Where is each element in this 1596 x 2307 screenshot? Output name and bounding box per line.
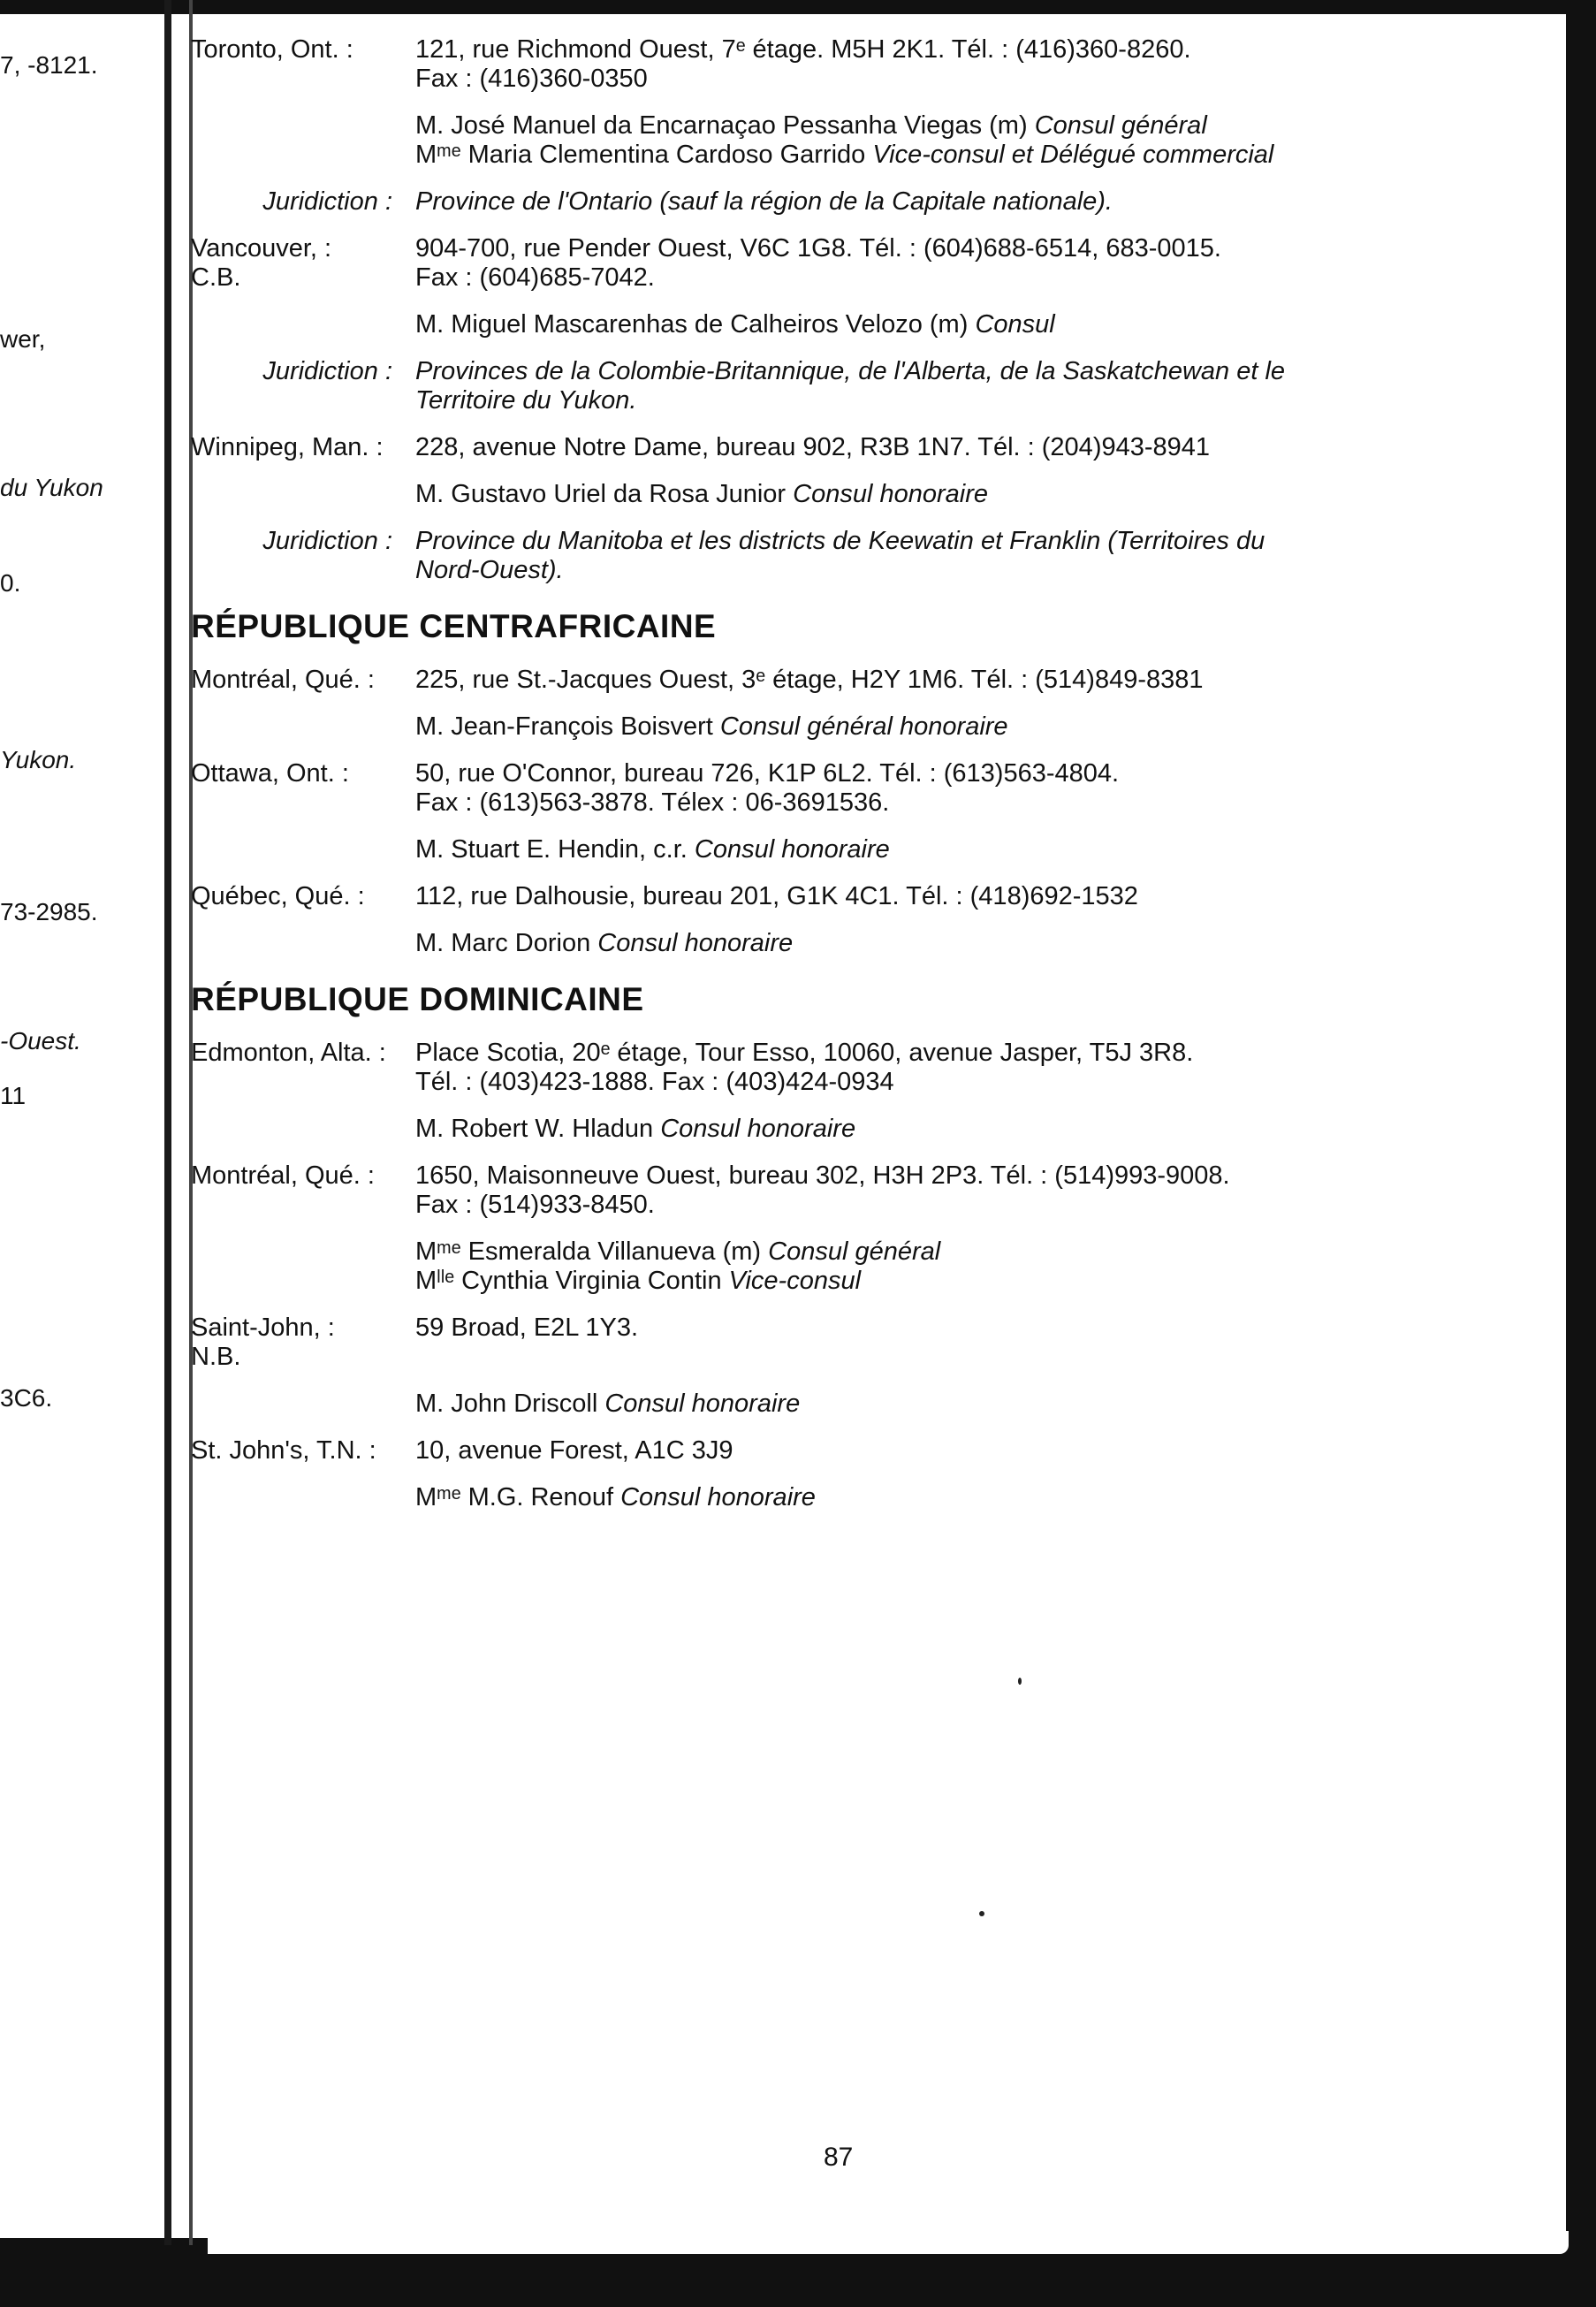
consul-title: Consul honoraire bbox=[604, 1390, 801, 1418]
consul-name: M. José Manuel da Encarnaçao Pessanha Viegas (m) bbox=[415, 111, 1028, 140]
consul-title: Consul bbox=[975, 310, 1055, 339]
office-entry bbox=[184, 1436, 1456, 1466]
consul-name: Mᵐᵉ Esmeralda Villanueva (m) bbox=[415, 1237, 762, 1266]
consul-entry bbox=[184, 1483, 1456, 1512]
consul-title: Consul honoraire bbox=[660, 1115, 856, 1143]
consul-line bbox=[415, 1390, 1456, 1419]
jurisdiction-line: Province du Manitoba et les districts de Keewatin et Franklin (Territoires du bbox=[415, 527, 1265, 555]
office-address bbox=[415, 759, 1456, 818]
consul-title: Consul honoraire bbox=[694, 835, 890, 864]
adjacent-page-fragment bbox=[0, 14, 164, 2242]
scan-speck bbox=[1018, 1678, 1022, 1685]
consul-entry bbox=[184, 1390, 1456, 1419]
address-line: 121, rue Richmond Ouest, 7ᵉ étage. M5H 2K1. Tél. : (416)360-8260. bbox=[415, 35, 1191, 64]
consul-names bbox=[415, 480, 1456, 509]
label-spacer bbox=[184, 835, 415, 864]
jurisdiction-line: Provinces de la Colombie-Britannique, de l'Alberta, de la Saskatchewan et le bbox=[415, 357, 1286, 385]
consul-line bbox=[415, 712, 1456, 742]
consul-line bbox=[415, 310, 1456, 339]
address-line: 225, rue St.-Jacques Ouest, 3ᵉ étage, H2Y 1M6. Tél. : (514)849-8381 bbox=[415, 666, 1204, 694]
consul-entry bbox=[184, 310, 1456, 339]
office-entry bbox=[184, 759, 1456, 818]
consul-title: Consul général honoraire bbox=[719, 712, 1008, 741]
page-bottom-margin bbox=[208, 2231, 1569, 2254]
consul-name: Mᵐᵉ M.G. Renouf bbox=[415, 1483, 613, 1511]
consul-names bbox=[415, 929, 1456, 958]
consul-title: Consul honoraire bbox=[793, 480, 988, 508]
office-entry bbox=[184, 35, 1456, 94]
label-spacer bbox=[184, 1483, 415, 1512]
office-address bbox=[415, 433, 1456, 462]
address-line: Fax : (613)563-3878. Télex : 06-3691536. bbox=[415, 788, 890, 817]
consul-names bbox=[415, 1483, 1456, 1512]
consul-entry bbox=[184, 712, 1456, 742]
scan-right-edge bbox=[1566, 0, 1596, 2307]
consul-line bbox=[415, 111, 1456, 141]
office-address bbox=[415, 35, 1456, 94]
consul-name: Mᵐᵉ Maria Clementina Cardoso Garrido bbox=[415, 141, 866, 169]
jurisdiction-line: Territoire du Yukon. bbox=[415, 386, 637, 415]
jurisdiction-label: Juridiction : bbox=[262, 357, 392, 385]
adjacent-page-text: Yukon. bbox=[0, 746, 77, 773]
address-line: Place Scotia, 20ᵉ étage, Tour Esso, 10060, avenue Jasper, T5J 3R8. bbox=[415, 1039, 1194, 1067]
jurisdiction-entry bbox=[184, 357, 1456, 415]
label-spacer bbox=[184, 1237, 415, 1296]
consul-title: Consul honoraire bbox=[620, 1483, 816, 1511]
office-address bbox=[415, 234, 1456, 293]
label-spacer bbox=[184, 1390, 415, 1419]
jurisdiction-text bbox=[415, 187, 1456, 217]
city-label: Vancouver, : C.B. bbox=[191, 234, 332, 292]
office-entry bbox=[184, 433, 1456, 462]
office-address bbox=[415, 1436, 1456, 1466]
jurisdiction-line: Nord-Ouest). bbox=[415, 556, 564, 584]
jurisdiction-label: Juridiction : bbox=[262, 187, 392, 216]
city-label: Saint-John, : N.B. bbox=[191, 1313, 335, 1371]
adjacent-page-text: 3C6. bbox=[0, 1384, 53, 1412]
office-entry bbox=[184, 1313, 1456, 1372]
consul-name: M. Jean-François Boisvert bbox=[415, 712, 713, 741]
adjacent-page-text: 73-2985. bbox=[0, 898, 98, 925]
city-label: Montréal, Qué. : bbox=[191, 1161, 375, 1190]
consul-entry bbox=[184, 1237, 1456, 1296]
address-line: Fax : (604)685-7042. bbox=[415, 263, 655, 292]
adjacent-page-text: 0. bbox=[0, 569, 21, 597]
jurisdiction-entry bbox=[184, 187, 1456, 217]
consul-line bbox=[415, 1237, 1456, 1267]
city-label: Toronto, Ont. : bbox=[191, 35, 353, 64]
consul-names bbox=[415, 712, 1456, 742]
consul-line bbox=[415, 480, 1456, 509]
label-spacer bbox=[184, 1115, 415, 1144]
page-number: 87 bbox=[824, 2143, 854, 2172]
office-address bbox=[415, 666, 1456, 695]
consul-entry bbox=[184, 480, 1456, 509]
office-address bbox=[415, 1313, 1456, 1372]
consul-names bbox=[415, 310, 1456, 339]
consul-name: M. Stuart E. Hendin, c.r. bbox=[415, 835, 688, 864]
scan-top-edge bbox=[0, 0, 1596, 14]
consul-title: Consul général bbox=[768, 1237, 941, 1266]
address-line: 228, avenue Notre Dame, bureau 902, R3B 1N7. Tél. : (204)943-8941 bbox=[415, 433, 1211, 461]
address-line: 112, rue Dalhousie, bureau 201, G1K 4C1. Tél. : (418)692-1532 bbox=[415, 882, 1138, 910]
consul-name: M. Miguel Mascarenhas de Calheiros Velozo (m) bbox=[415, 310, 969, 339]
jurisdiction-entry bbox=[184, 527, 1456, 585]
consul-title: Consul honoraire bbox=[597, 929, 794, 957]
label-spacer bbox=[184, 712, 415, 742]
consul-line bbox=[415, 1115, 1456, 1144]
consul-name: Mˡˡᵉ Cynthia Virginia Contin bbox=[415, 1267, 722, 1295]
consul-names bbox=[415, 111, 1456, 170]
label-spacer bbox=[184, 480, 415, 509]
consul-entry bbox=[184, 835, 1456, 864]
consul-names bbox=[415, 1390, 1456, 1419]
consulate-listing bbox=[184, 35, 1456, 1530]
city-label: Winnipeg, Man. : bbox=[191, 433, 384, 461]
scan-speck bbox=[979, 1911, 984, 1916]
office-entry bbox=[184, 666, 1456, 695]
jurisdiction-text bbox=[415, 527, 1456, 585]
adjacent-page-text: 7, -8121. bbox=[0, 51, 98, 79]
address-line: Fax : (416)360-0350 bbox=[415, 65, 648, 93]
consul-line bbox=[415, 1267, 1456, 1296]
country-heading: RÉPUBLIQUE DOMINICAINE bbox=[191, 981, 644, 1017]
office-entry bbox=[184, 234, 1456, 293]
consul-entry bbox=[184, 111, 1456, 170]
city-label: Ottawa, Ont. : bbox=[191, 759, 349, 788]
consul-name: M. Gustavo Uriel da Rosa Junior bbox=[415, 480, 787, 508]
city-label: Montréal, Qué. : bbox=[191, 666, 375, 694]
consul-name: M. John Driscoll bbox=[415, 1390, 598, 1418]
consul-title: Vice-consul et Délégué commercial bbox=[872, 141, 1274, 169]
city-label: Edmonton, Alta. : bbox=[191, 1039, 386, 1067]
address-line: 50, rue O'Connor, bureau 726, K1P 6L2. Tél. : (613)563-4804. bbox=[415, 759, 1120, 788]
address-line: Tél. : (403)423-1888. Fax : (403)424-0934 bbox=[415, 1068, 894, 1096]
consul-line bbox=[415, 835, 1456, 864]
address-line: 1650, Maisonneuve Ouest, bureau 302, H3H 2P3. Tél. : (514)993-9008. bbox=[415, 1161, 1230, 1190]
office-entry bbox=[184, 882, 1456, 911]
address-line: Fax : (514)933-8450. bbox=[415, 1191, 655, 1219]
office-entry bbox=[184, 1039, 1456, 1097]
consul-names bbox=[415, 1237, 1456, 1296]
office-address bbox=[415, 1161, 1456, 1220]
consul-names bbox=[415, 835, 1456, 864]
address-line: 59 Broad, E2L 1Y3. bbox=[415, 1313, 639, 1342]
label-spacer bbox=[184, 310, 415, 339]
consul-entry bbox=[184, 929, 1456, 958]
adjacent-page-text: du Yukon bbox=[0, 474, 103, 501]
jurisdiction-text bbox=[415, 357, 1456, 415]
label-spacer bbox=[184, 111, 415, 170]
office-address bbox=[415, 1039, 1456, 1097]
jurisdiction-label: Juridiction : bbox=[262, 527, 392, 555]
address-line: 10, avenue Forest, A1C 3J9 bbox=[415, 1436, 733, 1465]
consul-entry bbox=[184, 1115, 1456, 1144]
consul-names bbox=[415, 1115, 1456, 1144]
label-spacer bbox=[184, 929, 415, 958]
address-line: 904-700, rue Pender Ouest, V6C 1G8. Tél. : (604)688-6514, 683-0015. bbox=[415, 234, 1221, 263]
book-spine-shadow bbox=[164, 0, 171, 2245]
country-heading: RÉPUBLIQUE CENTRAFRICAINE bbox=[191, 608, 717, 644]
consul-name: M. Marc Dorion bbox=[415, 929, 591, 957]
adjacent-page-text: 11 bbox=[0, 1082, 27, 1109]
consul-line bbox=[415, 929, 1456, 958]
jurisdiction-line: Province de l'Ontario (sauf la région de la Capitale nationale). bbox=[415, 187, 1113, 216]
city-label: St. John's, T.N. : bbox=[191, 1436, 376, 1465]
consul-name: M. Robert W. Hladun bbox=[415, 1115, 654, 1143]
office-entry bbox=[184, 1161, 1456, 1220]
adjacent-page-text: -Ouest. bbox=[0, 1027, 81, 1055]
consul-title: Consul général bbox=[1034, 111, 1207, 140]
office-address bbox=[415, 882, 1456, 911]
adjacent-page-text: wer, bbox=[0, 325, 46, 353]
consul-line bbox=[415, 1483, 1456, 1512]
city-label: Québec, Qué. : bbox=[191, 882, 365, 910]
consul-title: Vice-consul bbox=[728, 1267, 862, 1295]
consul-line bbox=[415, 141, 1456, 170]
